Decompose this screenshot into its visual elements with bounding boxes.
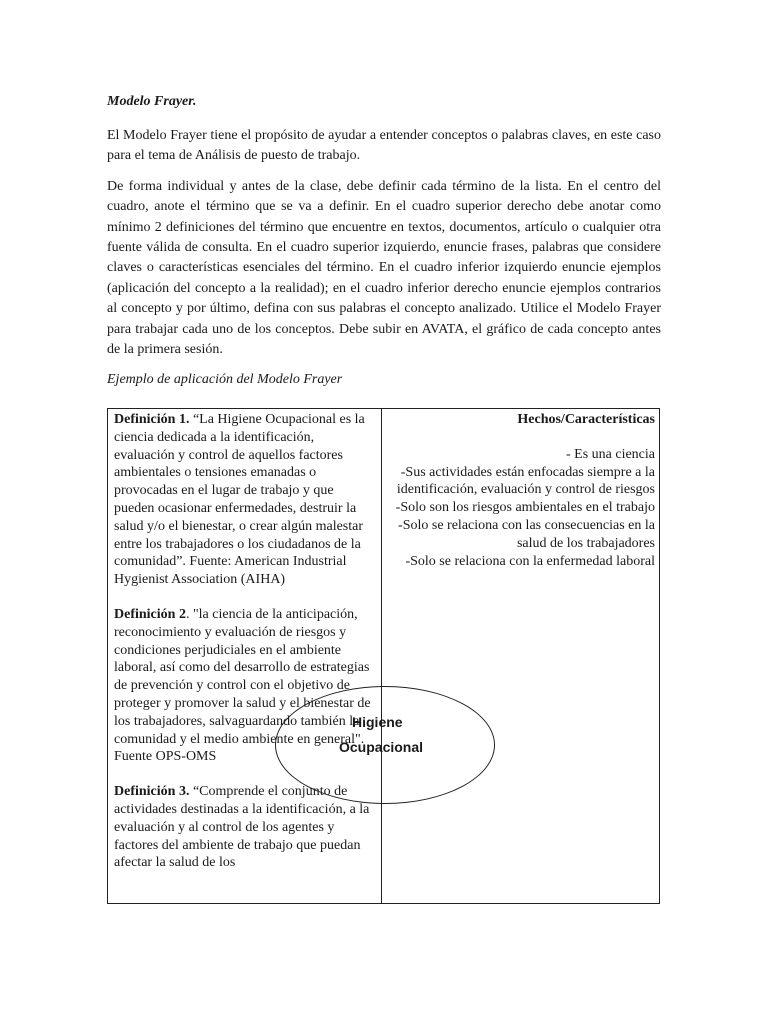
definition-3-text: “Comprende el conjunto de actividades destinadas a la identificación, a la evaluación y al control de los agentes y factores del ambiente de trabajo que puedan afectar la salud de los: [114, 784, 370, 871]
definition-3-label: Definición 3.: [114, 784, 190, 800]
characteristic-item: -Solo se relaciona con la enfermedad laboral: [405, 553, 655, 569]
table-column-divider: [381, 409, 382, 903]
definitions-cell: [114, 411, 376, 901]
characteristics-heading: Hechos/Características: [517, 412, 655, 427]
document-title: Modelo Frayer.: [107, 94, 197, 109]
characteristics-list: [388, 446, 655, 571]
center-term-line-1: Higiene: [352, 714, 403, 730]
characteristic-item: -Solo se relaciona con las consecuencias en la salud de los trabajadores: [398, 517, 655, 551]
characteristic-item: - Es una ciencia: [565, 446, 655, 462]
definition-1-label: Definición 1.: [114, 412, 190, 427]
definition-2-label: Definición 2: [114, 606, 186, 622]
characteristic-item: -Solo son los riesgos ambientales en el trabajo: [395, 500, 655, 516]
intro-paragraph: El Modelo Frayer tiene el propósito de ayudar a entender conceptos o palabras claves, en este caso para el tema de Análisis de puesto de trabajo.: [107, 128, 661, 164]
center-term-line-2: Ocupacional: [339, 739, 424, 755]
frayer-model-table: [107, 408, 660, 904]
definition-1: [114, 411, 376, 589]
document-body: [107, 92, 661, 395]
characteristics-cell: [388, 411, 655, 570]
definition-1-text: “La Higiene Ocupacional es la ciencia dedicada a la identificación, evaluación y control de aquellos factores ambientales o tensiones emanadas o provocadas en el lugar de trabajo y que pueden ocasionar enfermedades, destruir la salud y/o el bienestar, o crear algún malestar entre los trabajadores o los ciudadanos de la comunidad”. Fuente: American Industrial Hygienist Association (AIHA): [114, 412, 365, 588]
characteristic-item: -Sus actividades están enfocadas siempre a la identificación, evaluación y control de riesgos: [396, 464, 655, 498]
example-caption: Ejemplo de aplicación del Modelo Frayer: [107, 372, 343, 388]
definition-2-text: . "la ciencia de la anticipación, reconocimiento y evaluación de riesgos y condiciones perjudiciales en el ambiente laboral, así como del desarrollo de estrategias de prevención y control con el objetivo de proteger y promover la salud y el bienestar de los trabajadores, salvaguardando también la comunidad y el medio ambiente en general". Fuente OPS-OMS: [114, 606, 371, 765]
instructions-paragraph: De forma individual y antes de la clase, debe definir cada término de la lista. En el centro del cuadro, anote el término que se va a definir. En el cuadro superior derecho debe anotar como mínimo 2 definiciones del término que encuentre en textos, documentos, artículo o cualquier otra fuente válida de consulta. En el cuadro superior izquierdo, enuncie frases, palabras que considere claves o características esenciales del término. En el cuadro inferior izquierdo enuncie ejemplos (aplicación del concepto a la realidad); en el cuadro inferior derecho enuncie ejemplos contrarios al concepto y por último, defina con sus palabras el concepto analizado. Utilice el Modelo Frayer para trabajar cada uno de los conceptos. Debe subir en AVATA, el gráfico de cada concepto antes de la primera sesión.: [107, 178, 661, 358]
